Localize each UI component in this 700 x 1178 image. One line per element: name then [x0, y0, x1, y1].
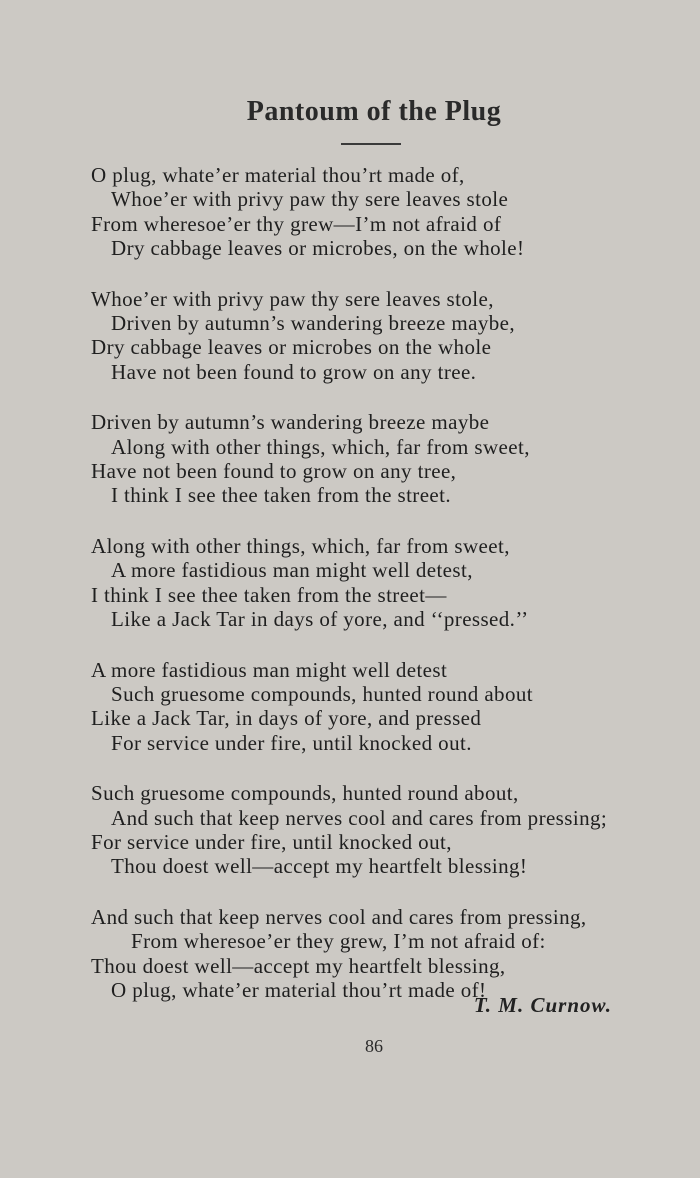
- page-number: 86: [365, 1036, 383, 1056]
- poem-line: I think I see thee taken from the street—: [91, 582, 447, 607]
- poem-line: Have not been found to grow on any tree.: [111, 359, 477, 384]
- poem-line: And such that keep nerves cool and cares from pressing;: [111, 805, 608, 830]
- poem-line: O plug, whate’er material thou’rt made of,: [91, 163, 465, 187]
- poem-line: From wheresoe’er they grew, I’m not afraid of:: [131, 929, 546, 954]
- poem-line: Thou doest well—accept my heartfelt blessing!: [111, 854, 528, 879]
- poem-line: Have not been found to grow on any tree,: [91, 459, 457, 484]
- poem-line: Driven by autumn’s wandering breeze maybe: [91, 410, 490, 435]
- stanza-1: [91, 163, 671, 261]
- poem-line: Along with other things, which, far from sweet,: [91, 533, 510, 558]
- poem-line: A more fastidious man might well detest,: [111, 558, 473, 583]
- poem-line: Dry cabbage leaves or microbes, on the whole!: [111, 236, 525, 261]
- poem-line: Like a Jack Tar, in days of yore, and pressed: [91, 706, 482, 731]
- stanza-6: [91, 781, 671, 879]
- poem-line: Along with other things, which, far from sweet,: [111, 434, 530, 459]
- poem-line: A more fastidious man might well detest: [91, 657, 448, 682]
- poem-title: Pantoum of the Plug: [246, 96, 502, 127]
- stanza-4: [91, 534, 671, 632]
- poem-line: Whoe’er with privy paw thy sere leaves stole,: [91, 286, 494, 311]
- poem-line: Dry cabbage leaves or microbes on the whole: [91, 335, 492, 360]
- poem-line: Such gruesome compounds, hunted round about: [111, 681, 533, 706]
- stanza-7: [91, 905, 671, 1003]
- poem-line: O plug, whate’er material thou’rt made of!: [111, 977, 487, 1002]
- poem-line: From wheresoe’er thy grew—I’m not afraid of: [91, 211, 502, 236]
- poem-line: For service under fire, until knocked out.: [111, 730, 472, 755]
- poem-line: Thou doest well—accept my heartfelt blessing,: [91, 953, 506, 978]
- poem-line: I think I see thee taken from the street.: [111, 483, 452, 508]
- poem-line: Like a Jack Tar in days of yore, and ‘‘pressed.’’: [111, 607, 529, 632]
- stanza-2: [91, 287, 671, 385]
- poem-line: Driven by autumn’s wandering breeze maybe,: [111, 311, 515, 336]
- poem-author: T. M. Curnow.: [473, 993, 612, 1017]
- poem-line: For service under fire, until knocked out,: [91, 829, 452, 854]
- poem-line: And such that keep nerves cool and cares from pressing,: [91, 904, 587, 929]
- poem-line: Such gruesome compounds, hunted round about,: [91, 781, 519, 806]
- poem-body: [91, 163, 671, 1028]
- stanza-5: [91, 658, 671, 756]
- stanza-3: [91, 410, 671, 508]
- title-divider: [341, 143, 401, 145]
- poem-line: Whoe’er with privy paw thy sere leaves stole: [111, 187, 509, 212]
